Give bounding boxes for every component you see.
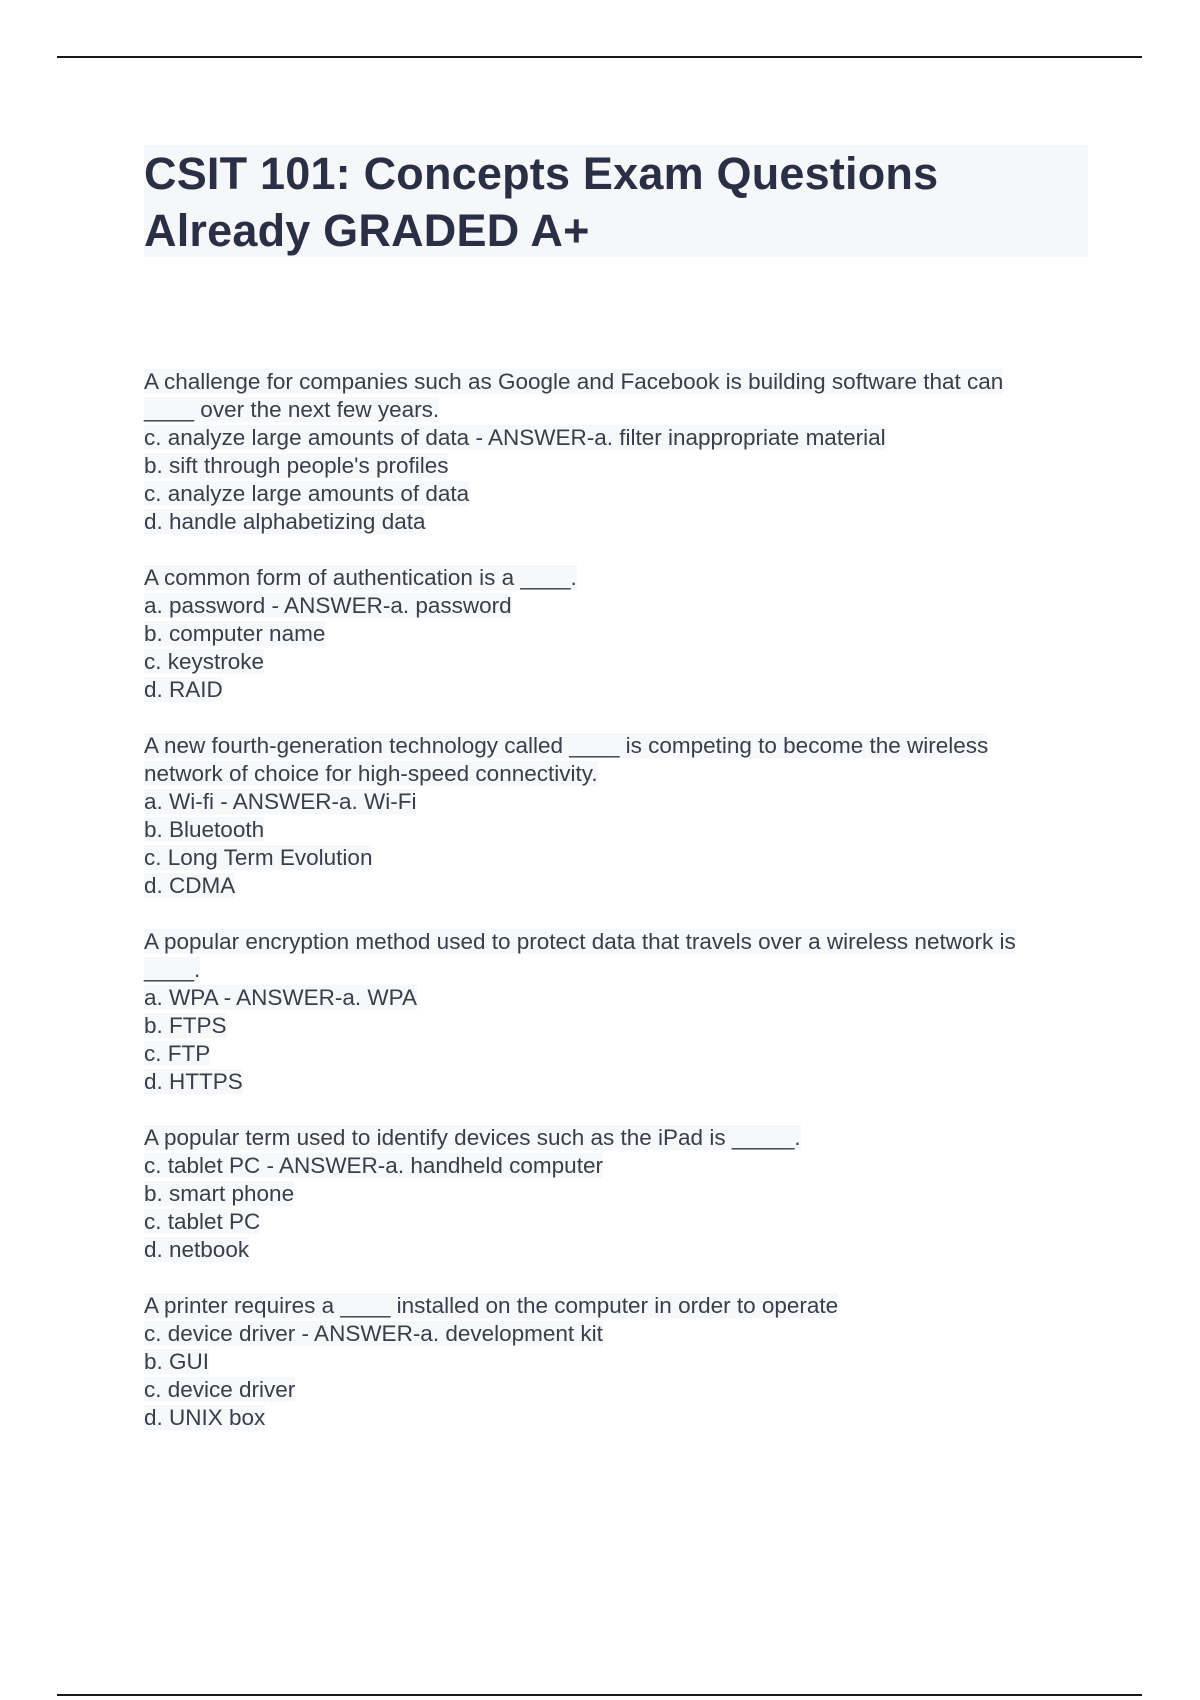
question-text: A popular encryption method used to protect data that travels over a wireless network is — [144, 929, 1016, 954]
option-c: c. device driver — [144, 1377, 296, 1402]
option-b: b. FTPS — [144, 1013, 227, 1038]
answer-line: c. device driver - ANSWER-a. development kit — [144, 1321, 603, 1346]
question-item — [144, 368, 1084, 536]
question-text-continued: network of choice for high-speed connectivity. — [144, 761, 598, 786]
option-b: b. sift through people's profiles — [144, 453, 449, 478]
top-rule — [57, 56, 1142, 58]
answer-line: c. analyze large amounts of data - ANSWER-a. filter inappropriate material — [144, 425, 886, 450]
answer-line: a. WPA - ANSWER-a. WPA — [144, 985, 417, 1010]
option-d: d. handle alphabetizing data — [144, 509, 426, 534]
bottom-rule — [57, 1694, 1142, 1696]
option-d: d. HTTPS — [144, 1069, 243, 1094]
option-b: b. Bluetooth — [144, 817, 265, 842]
document-title — [144, 145, 1088, 259]
question-text: A challenge for companies such as Google and Facebook is building software that can — [144, 369, 1004, 394]
option-c: c. analyze large amounts of data — [144, 481, 470, 506]
option-c: c. FTP — [144, 1041, 211, 1066]
option-d: d. RAID — [144, 677, 223, 702]
question-text: A popular term used to identify devices such as the iPad is _____. — [144, 1125, 801, 1150]
question-item — [144, 928, 1084, 1096]
option-c: c. Long Term Evolution — [144, 845, 373, 870]
option-b: b. computer name — [144, 621, 326, 646]
question-text: A new fourth-generation technology called ____ is competing to become the wireless — [144, 733, 989, 758]
answer-line: c. tablet PC - ANSWER-a. handheld computer — [144, 1153, 603, 1178]
option-b: b. GUI — [144, 1349, 210, 1374]
option-c: c. tablet PC — [144, 1209, 261, 1234]
question-list — [144, 368, 1084, 1460]
title-line-1: CSIT 101: Concepts Exam Questions — [144, 148, 939, 199]
question-text: A common form of authentication is a ____. — [144, 565, 577, 590]
question-item — [144, 732, 1084, 900]
option-d: d. UNIX box — [144, 1405, 266, 1430]
option-b: b. smart phone — [144, 1181, 295, 1206]
answer-line: a. password - ANSWER-a. password — [144, 593, 512, 618]
answer-line: a. Wi-fi - ANSWER-a. Wi-Fi — [144, 789, 417, 814]
question-text-continued: ____. — [144, 957, 201, 982]
question-text: A printer requires a ____ installed on the computer in order to operate — [144, 1293, 839, 1318]
option-d: d. netbook — [144, 1237, 250, 1262]
question-item — [144, 1124, 1084, 1264]
title-block — [144, 145, 1088, 257]
title-line-2: Already GRADED A+ — [144, 205, 590, 256]
option-d: d. CDMA — [144, 873, 236, 898]
question-text-continued: ____ over the next few years. — [144, 397, 440, 422]
question-item — [144, 564, 1084, 704]
option-c: c. keystroke — [144, 649, 265, 674]
question-item — [144, 1292, 1084, 1432]
